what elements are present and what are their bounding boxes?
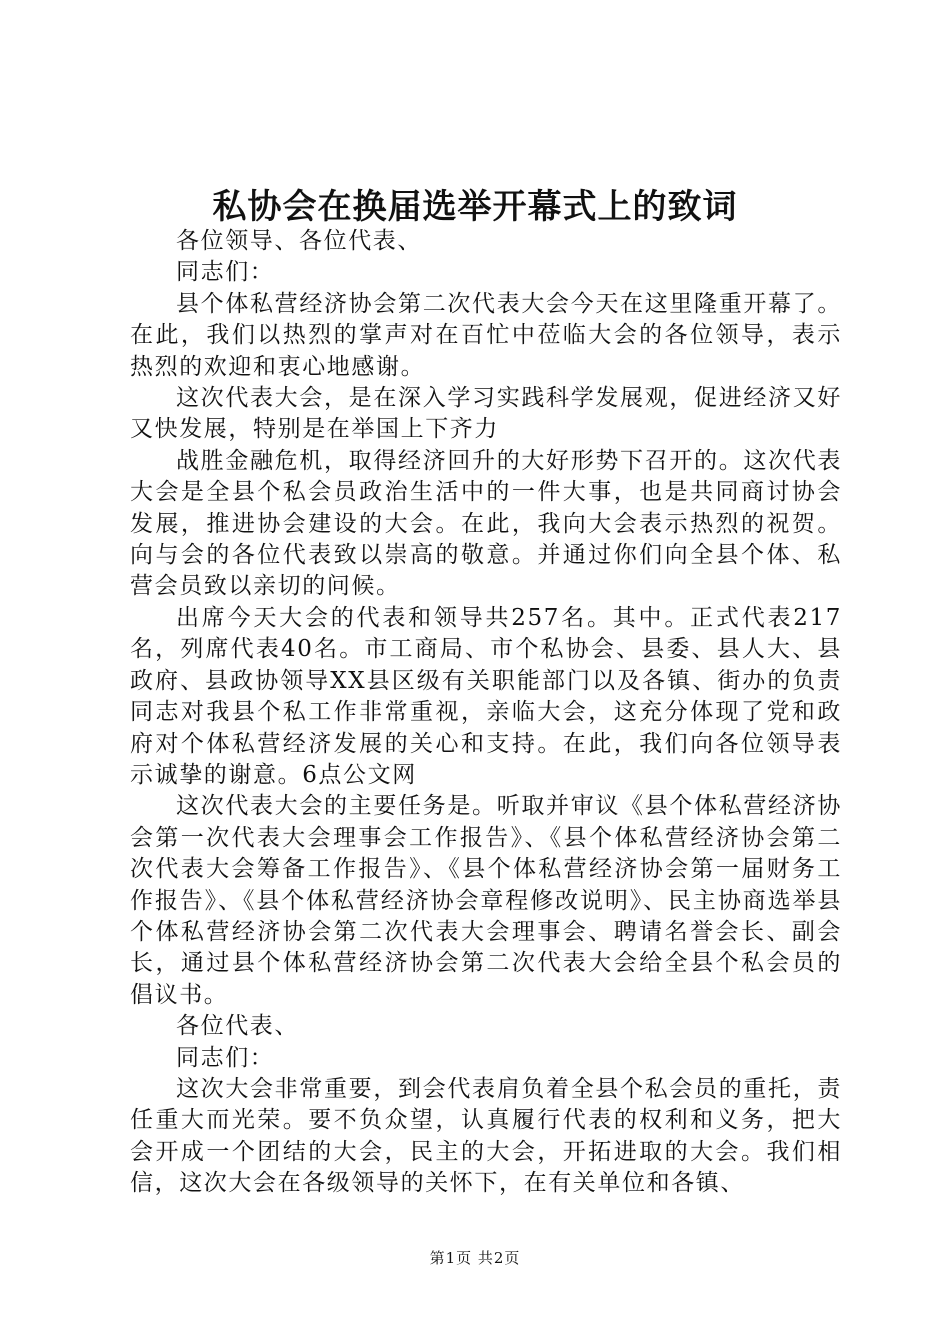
paragraph: 出席今天大会的代表和领导共257名。其中。正式代表217名，列席代表40名。市工商局、市个私协会、县委、县人大、县政府、县政协领导XX县区级有关职能部门以及各镇、街办的负责同志对我县个私工作非常重视，亲临大会，这充分体现了党和政府对个体私营经济发展的关心和支持。在此，我们向各位领导表示诚挚的谢意。6点公文网 xyxy=(130,604,842,788)
paragraph: 各位代表、 xyxy=(176,1013,299,1040)
paragraph: 这次代表大会，是在深入学习实践科学发展观，促进经济又好又快发展，特别是在举国上下齐力 xyxy=(130,385,842,443)
paragraph: 同志们： xyxy=(176,259,275,286)
document-title: 私协会在换届选举开幕式上的致词 xyxy=(212,187,738,227)
paragraph: 县个体私营经济协会第二次代表大会今天在这里隆重开幕了。在此，我们以热烈的掌声对在百忙中莅临大会的各位领导，表示热烈的欢迎和衷心地感谢。 xyxy=(130,290,842,380)
document-body xyxy=(130,226,842,1200)
paragraph: 这次代表大会的主要任务是。听取并审议《县个体私营经济协会第一次代表大会理事会工作报告》、《县个体私营经济协会第二次代表大会筹备工作报告》、《县个体私营经济协会第一届财务工作报告》、《县个体私营经济协会章程修改说明》、民主协商选举县个体私营经济协会第二次代表大会理事会、聘请名誉会长、副会长，通过县个体私营经济协会第二次代表大会给全县个私会员的倡议书。 xyxy=(130,793,842,1008)
paragraph: 各位领导、各位代表、 xyxy=(176,228,422,254)
page-footer: 第1页 共2页 xyxy=(429,1249,521,1267)
paragraph: 战胜金融危机，取得经济回升的大好形势下召开的。这次代表大会是全县个私会员政治生活中的一件大事，也是共同商讨协会发展，推进协会建设的大会。在此，我向大会表示热烈的祝贺。向与会的各位代表致以崇高的敬意。并通过你们向全县个体、私营会员致以亲切的问候。 xyxy=(130,447,842,600)
paragraph: 这次大会非常重要，到会代表肩负着全县个私会员的重托，责任重大而光荣。要不负众望，认真履行代表的权利和义务，把大会开成一个团结的大会，民主的大会，开拓进取的大会。我们相信，这次大会在各级领导的关怀下，在有关单位和各镇、 xyxy=(130,1075,842,1197)
paragraph: 同志们： xyxy=(176,1044,275,1071)
